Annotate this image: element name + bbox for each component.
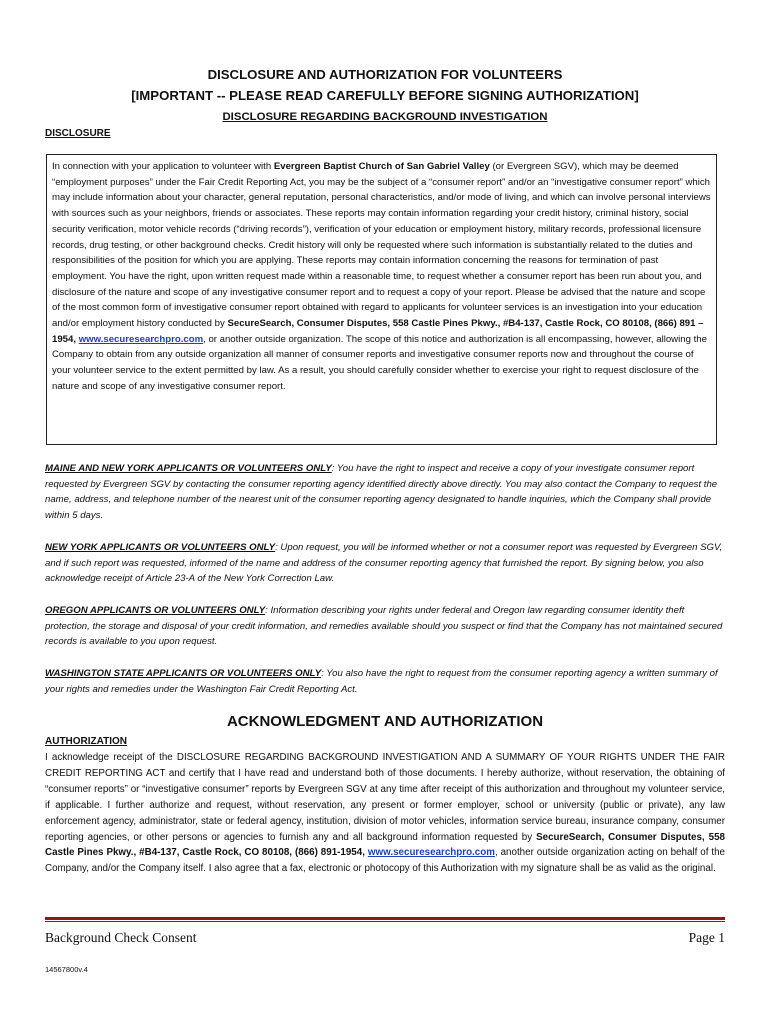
footer-document-name: Background Check Consent xyxy=(45,930,197,945)
disclosure-box xyxy=(46,154,717,445)
state-notice-oregon xyxy=(45,603,725,650)
disclosure-text-part-3: , or another outside organization. The scope of this notice and authorization is all encompassing, however, allowing the Company to obtain from any outside organization all manner of consumer reports and investigative consumer reports now and throughout the course of your volunteer service to the extent permitted by law. As a result, you should carefully consider whether to exercise your right to request disclosure of the nature and scope of any investigative consumer report. xyxy=(52,333,707,392)
section-subtitle: DISCLOSURE REGARDING BACKGROUND INVESTIGATION xyxy=(222,111,548,123)
authorization-text xyxy=(45,750,725,877)
state-heading: WASHINGTON STATE APPLICANTS OR VOLUNTEERS ONLY xyxy=(45,668,322,679)
securesearch-link[interactable]: www.securesearchpro.com xyxy=(78,333,204,345)
state-text: : Upon request, you will be informed whether or not a consumer report was requested by Evergreen SGV, and if such report was requested, informed of the name and address of the consumer reporting agency that furnished the report. By signing below, you also acknowledge receipt of Article 23-A of the New York Correction Law. xyxy=(45,542,723,585)
document-id: 14567800v.4 xyxy=(45,965,88,974)
agency-contact: SecureSearch, Consumer Disputes, 558 Castle Pines Pkwy., #B4-137, Castle Rock, CO 80108, (866) 891 – 1954, xyxy=(52,318,704,345)
disclosure-label: DISCLOSURE xyxy=(45,128,111,139)
state-heading: OREGON APPLICANTS OR VOLUNTEERS ONLY xyxy=(45,605,266,616)
footer-rule-thin xyxy=(45,921,725,922)
state-notice-ny xyxy=(45,540,725,587)
agency-contact: SecureSearch, Consumer Disputes, 558 Castle Pines Pkwy., #B4-137, Castle Rock, CO 80108, (866) 891-1954, xyxy=(45,831,725,859)
disclosure-text xyxy=(52,159,712,395)
authorization-text-part-2: , another outside organization acting on behalf of the Company, and/or the Company itself. I also agree that a fax, electronic or photocopy of this Authorization with my signature shall be as valid as the original. xyxy=(45,847,725,875)
state-heading: NEW YORK APPLICANTS OR VOLUNTEERS ONLY xyxy=(45,542,276,553)
state-notice-washington xyxy=(45,666,725,697)
disclosure-text-part-1: In connection with your application to volunteer with xyxy=(52,161,274,172)
state-text: : Information describing your rights under federal and Oregon law regarding consumer identity theft protection, the storage and disposal of your credit information, and remedies available should you suspect or find that the Company has not maintained secured records is available to you upon request. xyxy=(45,605,723,648)
important-notice: [IMPORTANT -- PLEASE READ CAREFULLY BEFORE SIGNING AUTHORIZATION] xyxy=(131,88,639,103)
disclosure-text-part-2: (or Evergreen SGV), which may be deemed “employment purposes” under the Fair Credit Reporting Act, you may be the subject of a “consumer report” and/or an “investigative consumer report” which may include information about your character, general reputation, personal characteristics, and/or mode of living, and which can involve personal interviews with sources such as your neighbors, friends or associates. These reports may contain information regarding your credit history, criminal history, social security verification, motor vehicle records (“driving records”), verification of your education or employment history, military records, professional licensure records, drug testing, or other background checks. Credit history will only be requested where such information is substantially related to the duties and responsibilities of the position for which you are applying. These reports may contain information concerning the reasons for termination of past employment. You have the right, upon written request made within a reasonable time, to request whether a consumer report has been run about you, and disclosure of the nature and scope of any investigative consumer report and to request a copy of your report. Please be advised that the nature and scope of the most common form of investigative consumer report obtained with regard to applicants for volunteer services is an investigation into your education and/or employment history conducted by xyxy=(52,161,711,330)
state-text: : You have the right to inspect and receive a copy of your investigate consumer report requested by Evergreen SGV by contacting the consumer reporting agency identified directly above directly. You may also contact the Company to request the name, address, and telephone number of the nearest unit of the consumer reporting agency designated to handle inquiries, which the Company shall provide within 5 days. xyxy=(45,463,718,522)
state-text: : You also have the right to request from the consumer reporting agency a written summary of your rights and remedies under the Washington Fair Credit Reporting Act. xyxy=(45,668,718,695)
state-notice-maine-ny xyxy=(45,461,725,524)
page-number: Page 1 xyxy=(688,930,725,945)
authorization-label: AUTHORIZATION xyxy=(45,736,128,747)
authorization-text-part-1: I acknowledge receipt of the DISCLOSURE REGARDING BACKGROUND INVESTIGATION AND A SUMMARY OF YOUR RIGHTS UNDER THE FAIR CREDIT REPORTING ACT and certify that I have read and understand both of those documents. I hereby authorize, without reservation, the obtaining of “consumer reports” or “investigative consumer” reports by Evergreen SGV at any time after receipt of this authorization and throughout my volunteer service, if applicable. I further authorize and request, without reservation, any present or former employer, school or university (public or private), any law enforcement agency, administrator, state or federal agency, institution, division of motor vehicles, information service bureau, insurance company, consumer reporting agencies, or other persons or agencies to furnish any and all background information requested by xyxy=(45,752,725,843)
organization-name: Evergreen Baptist Church of San Gabriel Valley xyxy=(273,161,490,172)
state-heading: MAINE AND NEW YORK APPLICANTS OR VOLUNTEERS ONLY xyxy=(45,463,332,474)
securesearch-link[interactable]: www.securesearchpro.com xyxy=(367,847,495,859)
acknowledgment-title: ACKNOWLEDGMENT AND AUTHORIZATION xyxy=(226,713,544,730)
footer-rule xyxy=(45,917,725,920)
document-title: DISCLOSURE AND AUTHORIZATION FOR VOLUNTEERS xyxy=(207,67,563,82)
